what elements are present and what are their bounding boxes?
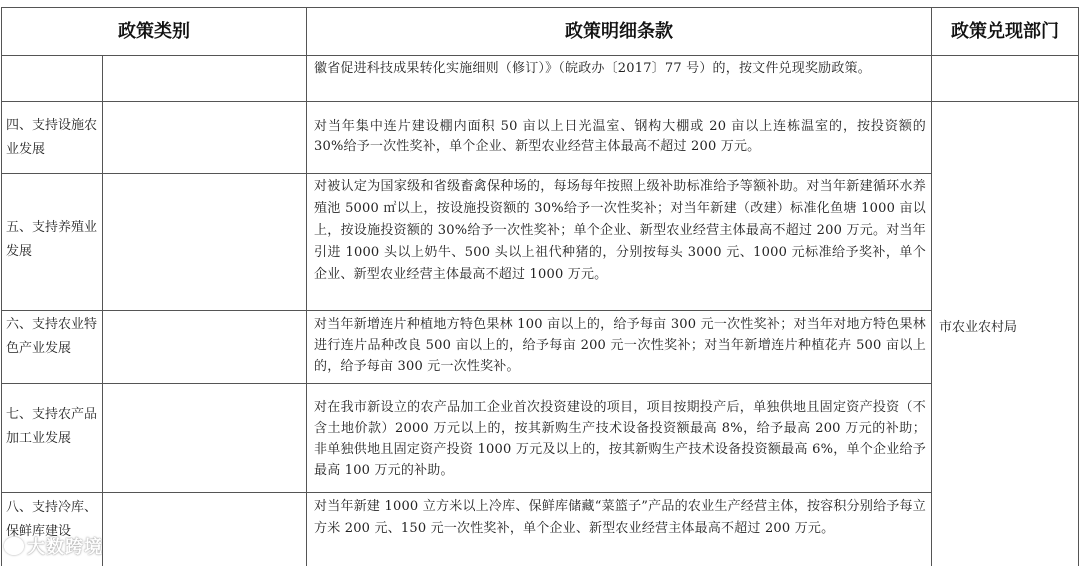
detail-cell: 对当年新增连片种植地方特色果林 100 亩以上的，给予每亩 300 元一次性奖补；对当年对地方特色果林进行连片品种改良 500 亩以上的，给予每亩 200 元一次性奖补；对当年新增连片种植花卉 500 亩以上的，给予每亩 300 元一次性奖补。 [314,317,926,374]
detail-cell: 对被认定为国家级和省级畜禽保种场的，每场每年按照上级补助标准给予等额补助。对当年新建循环水养殖池 5000 ㎡以上，按设施投资额的 30%给予一次性奖补；对当年新建（改建）标准化鱼塘 1000 亩以上，按设施投资额的 30%给予一次性奖补；单个企业、新型农业经营主体最高不超过 200 万元。对当年引进 1000 头以上奶牛、500 头以上祖代种猪的，分别按每头 3000 元、1000 元标准给予奖补，单个企业、新型农业经营主体最高不超过 1000 万元。 [314,179,926,282]
column-divider [306,7,307,566]
header-department: 政策兑现部门 [951,20,1059,42]
detail-cell: 对在我市新设立的农产品加工企业首次投资建设的项目，项目按期投产后，单独供地且固定资产投资（不含土地价款）2000 万元以上的，按其新购生产技术设备投资额最高 8%，给予最高 200 万元的补助；非单独供地且固定资产投资 1000 万元及以上的，按其新购生产技术设备投资额最高 6%，单个企业给予最高 100 万元的补助。 [314,400,926,478]
table-border-left [1,7,2,566]
category-cell: 八、支持冷库、保鲜库建设 [6,500,98,539]
column-divider [931,7,932,566]
watermark [4,533,103,559]
column-divider [102,55,103,566]
detail-cell: 对当年集中连片建设棚内面积 50 亩以上日光温室、钢构大棚或 20 亩以上连栋温室的，按投资额的 30%给予一次性奖补，单个企业、新型农业经营主体最高不超过 200 万元。 [314,119,926,154]
category-cell: 五、支持养殖业发展 [6,220,98,259]
department-cell: 市农业农村局 [939,320,1018,335]
detail-cell: 对当年新建 1000 立方米以上冷库、保鲜库储藏“菜篮子”产品的农业生产经营主体，按容积分别给予每立方米 200 元、150 元一次性奖补，单个企业、新型农业经营主体最高不超过 200 万元。 [314,499,926,536]
table-border-right [1078,7,1079,566]
header-divider [1,55,1078,56]
category-cell: 六、支持农业特色产业发展 [6,317,98,356]
watermark-logo-icon [4,537,24,555]
row-divider [1,492,931,493]
header-detail: 政策明细条款 [565,20,673,42]
row-divider [1,101,1078,102]
header-category: 政策类别 [118,20,190,42]
watermark-text: 大数跨境 [27,537,103,558]
row-divider [1,383,931,384]
detail-cell: 徽省促进科技成果转化实施细则（修订）》（皖政办〔2017〕77 号）的，按文件兑现奖励政策。 [314,61,871,76]
row-divider [1,173,931,174]
category-cell: 四、支持设施农业发展 [6,118,98,157]
row-divider [1,310,931,311]
category-cell: 七、支持农产品加工业发展 [6,407,98,446]
